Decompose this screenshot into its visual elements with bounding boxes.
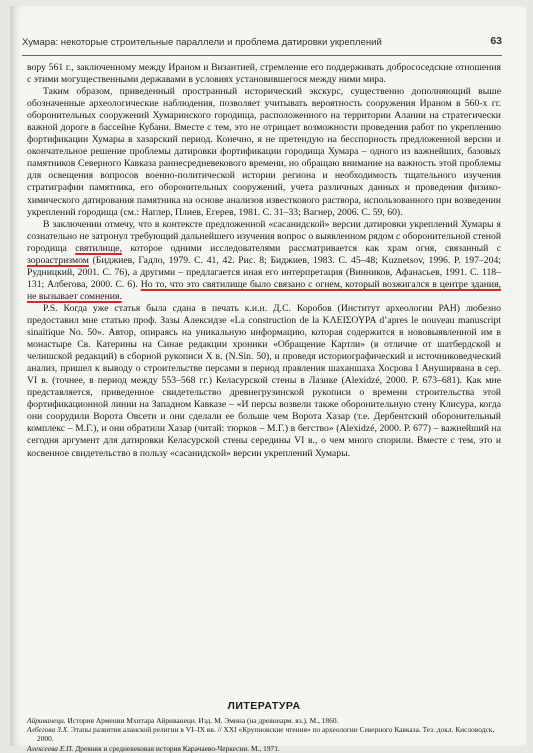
reference-author: Алексеева Е.П. [27, 743, 74, 753]
paragraph-conclusion [27, 219, 501, 303]
reference-item [27, 716, 501, 725]
reference-item [27, 744, 501, 753]
literature-heading: ЛИТЕРАТУРА [227, 700, 301, 712]
text-run: В заключении отмечу, что в контексте предложенной «сасанидской» версии датировки укреплений Хумары я сознательно не затронул требующий дальнейшего изучения вопрос о выявленном рядом с оборонительной стеной городища [27, 218, 501, 254]
reference-author: Айриванеци. [27, 716, 66, 725]
paragraph-postscript: P.S. Когда уже статья была сдана в печать к.и.н. Д.С. Коробов (Институт археологии РАН) любезно предоставил мне статью проф. Зазы Алексидзе «La construction de la ΚΛΕΙΣΟΥΡΑ d’apres le nouveau manuscript sinaïtique No. 50». Автор, опираясь на уникальную информацию, которая содержится в нововыявленной им в монастыре Св. Катерины на Синае редакции хроники «Обращение Картли» (в отличие от шатбердской и челишской редакций) в сборной рукописи X в. (N.Sin. 50), и проведя историографический и источниковедческий анализ, пришел к выводу о строительстве персами в период правления шаханшаха Хосрова I Ануширвана в сер. VI в. (точнее, в период между 553–568 гг.) Келасурской стены в Лазике (Alexidzé, 2000. P. 673–681). Как мне представляется, приведенное свидетельство древнегрузинской рукописи о времени строительства этой фортификационной линии на Западном Кавказе – «И персы возвели также оборонительную стену Клисура, когда они соорудили Ворота Овсети и они сделали ее больше чем Ворота Хазар (т.е. Дербентский оборонительный комплекс – М.Г.), и они обратили Хазар (читай: тюрков – М.Г.) в бегство» (Alexidzé, 2000. P. 677) – важнейший на сегодня аргумент для датировки Келасурской стены середины VI в., о чем много спорили. Вместе с тем, это и косвенное свидетельство в пользу «сасанидской» версии укреплений Хумары. [27, 302, 501, 459]
reference-text: История Армении Мхитара Айриванеци. Изд. М. Эмина (на древнеарм. яз.). М., 1860. [65, 716, 339, 725]
running-header [22, 34, 502, 52]
reference-text: Древняя и средневековая история Карачаево-Черкесии. М., 1971. [73, 743, 280, 753]
highlighted-text: Но то, что это святилище было связано с огнем, который возжигался в центре здания, не вызывает сомнения. [27, 278, 501, 302]
text-run: (Биджиев, Гадло, 1979. С. 41, 42. Рис. 8; Биджиев, 1983. С. 45–48; Kuznetsov, 1996. P. 197–204; Рудницкий, 2001. С. 76), а другими – предлагается иная его интерпретация (Винников, Афанасьев, 1991. С. 118–131; Албегова, 2000. С. 6). [27, 254, 501, 290]
reference-list [27, 716, 501, 753]
header-rule [22, 55, 502, 56]
highlighted-text: зороастризмом [27, 254, 89, 266]
page-number: 63 [490, 35, 502, 47]
paragraph: Таким образом, приведенный пространный исторический экскурс, существенно дополняющий выше обозначенные археологические наблюдения, позволяет учитывать вероятность сооружения Ираном в 560-х гг. оборонительных сооружений Хумаринского городища, расположенного на территории Алании на стратегически важной дороге в бассейне Кубани. Вместе с тем, это не отрицает возможности проведения работ по укреплению фортификации Хумары в хазарский период. Конечно, я не претендую на бесспорность предложенной версии и окончательное решение проблемы датировки фортификации городища Хумара – одного из важнейших, базовых памятников Северного Кавказа раннесредневекового времени, но обращаю внимание на важность этой проблемы для освещения вопросов военно-политической истории региона и необходимость тщательного изучения стратиграфии памятника, его оборонительных сооружений, учета различных данных и проведения физико-химического датирования памятника на основе анализов известкового раствора, использованного при возведении укреплений городища (см.: Наглер, Плиев, Егерев, 1981. С. 31–33; Вагнер, 2006. С. 59, 60). [27, 86, 501, 218]
running-title: Хумара: некоторые строительные параллели и проблема датировки укреплений [22, 37, 382, 48]
article-body [27, 62, 501, 460]
text-run: которое одними исследователями рассматривается как храм огня, связанный с [122, 242, 501, 254]
highlighted-text: святилище, [75, 242, 123, 254]
reference-item [27, 725, 501, 743]
paragraph: вору 561 г., заключенному между Ираном и Византией, стремление его поддерживать добрососедские отношения с этими могущественными державами в условиях установившегося между ними мира. [27, 62, 501, 86]
reference-author: Албегова З.Х. [27, 725, 69, 735]
reference-text: Этапы развития аланской религии в VI–IX вв. // XXI «Крупновские чтения» по археологии Северного Кавказа. Тез. докл. Кисловодск, 2000. [37, 725, 495, 744]
